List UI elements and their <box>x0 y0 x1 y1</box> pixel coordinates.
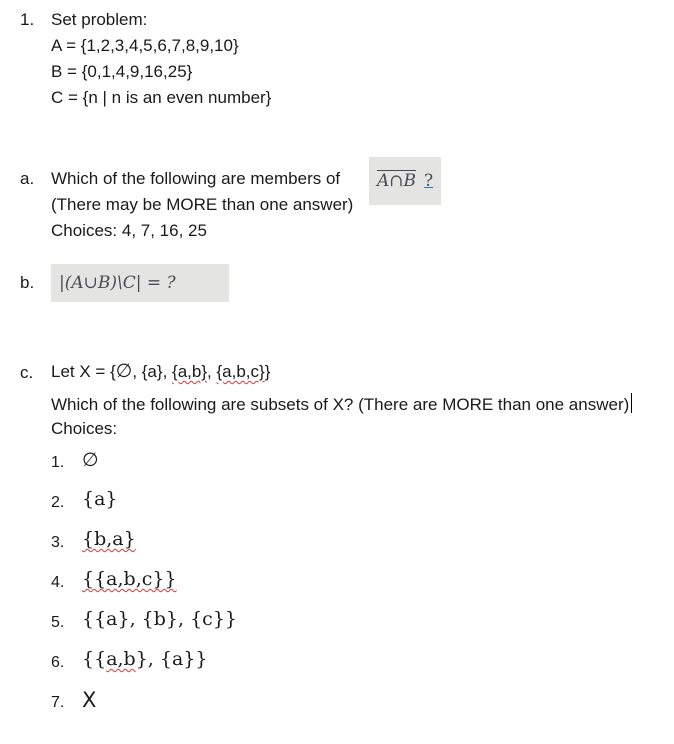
option-3-value: {b,a} <box>82 528 136 550</box>
option-7-number: 7. <box>51 694 65 711</box>
option-5-value: {{a}, {b}, {c}} <box>82 608 237 630</box>
part-c-question: Which of the following are subsets of X? (There are MORE than one answer) <box>51 393 632 415</box>
set-x-definition: Let X = {∅, {a}, {a,b}, {a,b,c}} <box>51 360 271 382</box>
option-4-value: {{a,b,c}} <box>82 568 177 590</box>
option-2-value: {a} <box>82 488 118 510</box>
option-6-number: 6. <box>51 654 65 671</box>
set-c-definition: C = {n | n is an even number} <box>51 88 272 107</box>
cardinality-expression: |(A∪B)\C| = ? <box>59 273 176 293</box>
part-a-note: (There may be MORE than one answer) <box>51 195 354 214</box>
option-3-number: 3. <box>51 534 65 551</box>
option-5-number: 5. <box>51 614 65 631</box>
option-7-value: X <box>82 688 97 712</box>
part-b-expression-image <box>51 264 229 302</box>
problem-number: 1. <box>20 10 35 29</box>
intersection-expression: A∩B <box>377 171 417 191</box>
part-c-choices-label: Choices: <box>51 419 118 438</box>
option-1-value: ∅ <box>82 449 99 471</box>
option-1-number: 1. <box>51 454 65 471</box>
part-a-letter: a. <box>20 169 35 188</box>
option-2-number: 2. <box>51 494 65 511</box>
set-a-definition: A = {1,2,3,4,5,6,7,8,9,10} <box>51 36 239 55</box>
text-cursor <box>631 393 632 413</box>
empty-set-symbol: ∅ <box>115 360 133 382</box>
part-c-letter: c. <box>20 363 34 382</box>
option-6-value: {{a,b}, {a}} <box>82 648 208 670</box>
part-b-letter: b. <box>20 273 35 292</box>
set-b-definition: B = {0,1,4,9,16,25} <box>51 62 193 81</box>
question-mark: ? <box>424 171 434 191</box>
part-a-choices: Choices: 4, 7, 16, 25 <box>51 221 207 240</box>
option-4-number: 4. <box>51 574 65 591</box>
problem-title: Set problem: <box>51 10 148 29</box>
part-a-question: Which of the following are members of <box>51 169 341 188</box>
part-a-expression-image <box>369 157 441 205</box>
